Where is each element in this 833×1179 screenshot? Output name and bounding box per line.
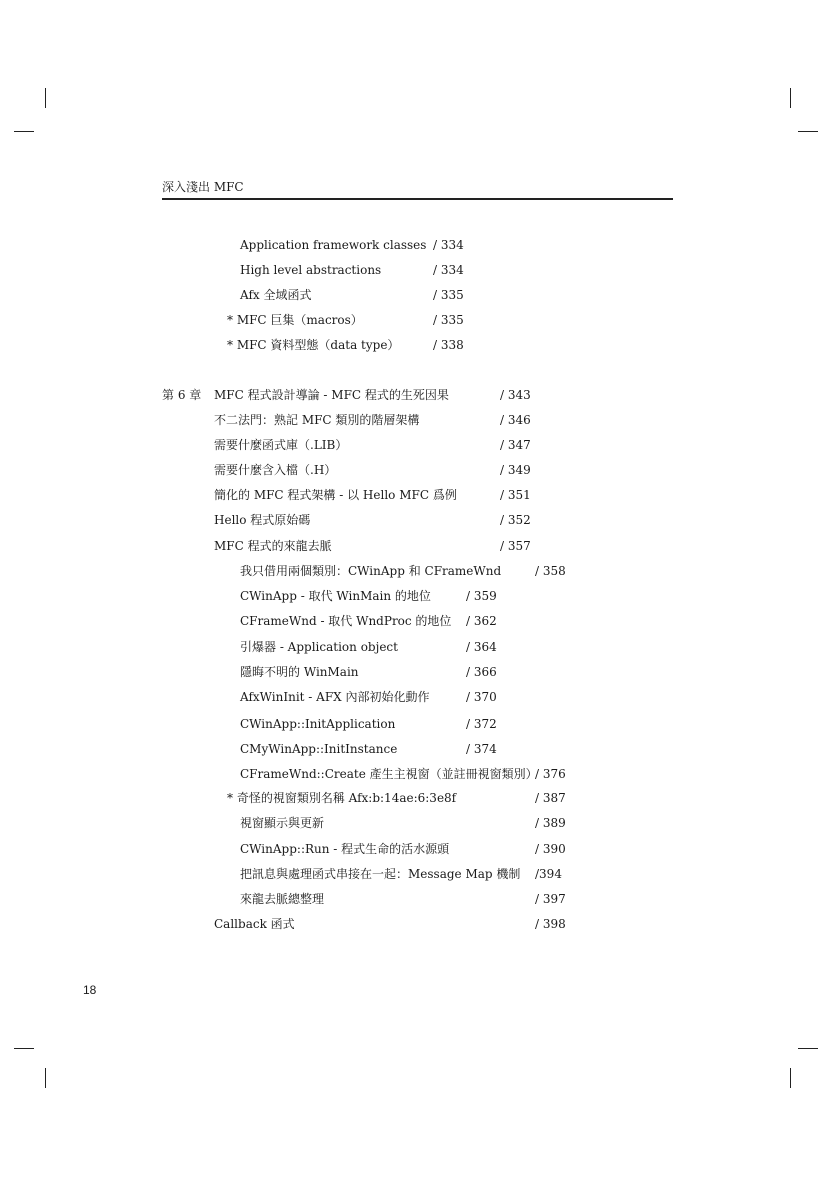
- toc-page: / 390: [535, 842, 566, 856]
- toc-entry: High level abstractions: [240, 263, 382, 277]
- toc-page: / 389: [535, 816, 566, 830]
- toc-page: / 352: [500, 513, 531, 527]
- header-rule: [162, 198, 673, 200]
- crop-mark: [14, 1048, 34, 1049]
- toc-page: / 334: [433, 263, 464, 277]
- toc-section: Callback 函式: [214, 917, 295, 931]
- toc-page: / 366: [466, 665, 497, 679]
- toc-page: / 370: [466, 690, 497, 704]
- toc-subsection: 我只借用兩個類別：CWinApp 和 CFrameWnd: [240, 564, 502, 578]
- toc-subsection: CWinApp::InitApplication: [240, 717, 396, 731]
- toc-subsection: 來龍去脈總整理: [240, 892, 325, 906]
- toc-page: / 362: [466, 614, 497, 628]
- toc-subsection: CWinApp - 取代 WinMain 的地位: [240, 589, 431, 603]
- toc-page: / 397: [535, 892, 566, 906]
- crop-mark: [14, 131, 34, 132]
- toc-page: / 387: [535, 791, 566, 805]
- toc-page: / 374: [466, 742, 497, 756]
- toc-page: / 357: [500, 539, 531, 553]
- page-number: 18: [83, 983, 97, 997]
- crop-mark: [798, 131, 818, 132]
- toc-page: / 376: [535, 767, 566, 781]
- toc-page: / 346: [500, 413, 531, 427]
- toc-section: 需要什麼函式庫（.LIB）: [214, 438, 348, 452]
- toc-subsection: 引爆器 - Application object: [240, 640, 398, 654]
- toc-entry: * MFC 巨集（macros）: [227, 313, 363, 327]
- chapter-page: / 343: [500, 388, 531, 402]
- toc-page: / 349: [500, 463, 531, 477]
- toc-page: / 347: [500, 438, 531, 452]
- toc-section: 需要什麼含入檔（.H）: [214, 463, 337, 477]
- toc-subsection: CWinApp::Run - 程式生命的活水源頭: [240, 842, 450, 856]
- toc-subsection: * 奇怪的視窗類別名稱 Afx:b:14ae:6:3e8f: [227, 791, 457, 805]
- crop-mark: [790, 1068, 791, 1088]
- crop-mark: [45, 88, 46, 108]
- toc-page: / 359: [466, 589, 497, 603]
- toc-subsection: 隱晦不明的 WinMain: [240, 665, 359, 679]
- toc-page: / 364: [466, 640, 497, 654]
- toc-entry: Application framework classes: [240, 238, 427, 252]
- toc-subsection: 把訊息與處理函式串接在一起：Message Map 機制: [240, 867, 521, 881]
- toc-page: / 335: [433, 313, 464, 327]
- crop-mark: [45, 1068, 46, 1088]
- toc-section: MFC 程式的來龍去脈: [214, 539, 332, 553]
- chapter-label: 第 6 章: [162, 388, 202, 402]
- toc-subsection: CMyWinApp::InitInstance: [240, 742, 398, 756]
- toc-page: / 398: [535, 917, 566, 931]
- toc-subsection: AfxWinInit - AFX 內部初始化動作: [240, 690, 430, 704]
- toc-page: / 338: [433, 338, 464, 352]
- toc-section: Hello 程式原始碼: [214, 513, 311, 527]
- crop-mark: [790, 88, 791, 108]
- toc-entry: Afx 全域函式: [240, 288, 312, 302]
- toc-page: / 372: [466, 717, 497, 731]
- toc-page: / 335: [433, 288, 464, 302]
- toc-section: 不二法門：熟記 MFC 類別的階層架構: [214, 413, 420, 427]
- running-header: 深入淺出 MFC: [162, 180, 244, 194]
- toc-entry: * MFC 資料型態（data type）: [227, 338, 400, 352]
- toc-page: / 358: [535, 564, 566, 578]
- toc-page: / 334: [433, 238, 464, 252]
- toc-page: /394: [535, 867, 562, 881]
- toc-subsection: CFrameWnd::Create 產生主視窗（並註冊視窗類別）: [240, 767, 538, 781]
- chapter-title: MFC 程式設計導論 - MFC 程式的生死因果: [214, 388, 449, 402]
- toc-page: / 351: [500, 488, 531, 502]
- toc-section: 簡化的 MFC 程式架構 - 以 Hello MFC 爲例: [214, 488, 457, 502]
- toc-subsection: 視窗顯示與更新: [240, 816, 325, 830]
- crop-mark: [798, 1048, 818, 1049]
- toc-subsection: CFrameWnd - 取代 WndProc 的地位: [240, 614, 452, 628]
